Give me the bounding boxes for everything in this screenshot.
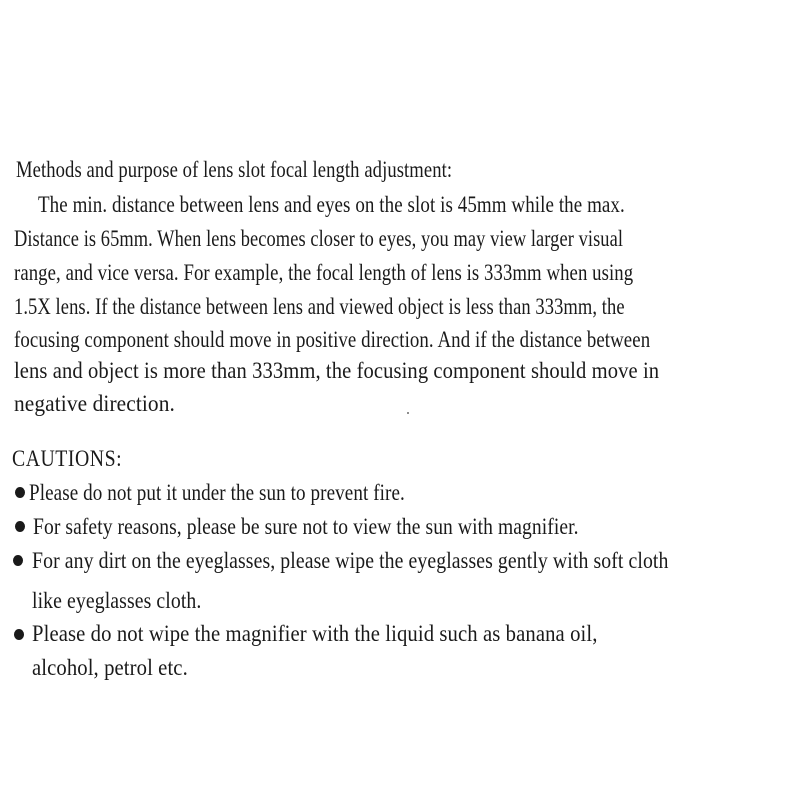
caution-item-4-line-1: Please do not wipe the magnifier with the liquid such as banana oil, bbox=[32, 621, 598, 646]
bullet-icon bbox=[14, 629, 24, 640]
caution-item-4-line-2: alcohol, petrol etc. bbox=[32, 655, 188, 680]
paragraph-line: negative direction. bbox=[14, 391, 175, 416]
paragraph-line: 1.5X lens. If the distance between lens and viewed object is less than 333mm, the bbox=[14, 294, 625, 319]
bullet-icon bbox=[13, 555, 23, 566]
caution-item-1: Please do not put it under the sun to prevent fire. bbox=[29, 480, 405, 505]
paragraph-line: lens and object is more than 333mm, the focusing component should move in bbox=[14, 358, 660, 383]
paragraph-line: Distance is 65mm. When lens becomes closer to eyes, you may view larger visual bbox=[14, 226, 624, 251]
bullet-icon bbox=[15, 487, 25, 498]
cautions-heading: CAUTIONS: bbox=[12, 446, 123, 471]
document-title: Methods and purpose of lens slot focal length adjustment: bbox=[16, 157, 453, 182]
bullet-icon bbox=[15, 521, 25, 532]
paragraph-line: focusing component should move in positive direction. And if the distance between bbox=[14, 327, 651, 352]
print-speck bbox=[407, 412, 409, 414]
caution-item-3-line-1: For any dirt on the eyeglasses, please wipe the eyeglasses gently with soft cloth bbox=[32, 548, 669, 573]
paragraph-line: The min. distance between lens and eyes on the slot is 45mm while the max. bbox=[38, 192, 625, 217]
paragraph-line: range, and vice versa. For example, the focal length of lens is 333mm when using bbox=[14, 260, 634, 285]
caution-item-3-line-2: like eyeglasses cloth. bbox=[32, 588, 202, 613]
caution-item-2: For safety reasons, please be sure not to view the sun with magnifier. bbox=[33, 514, 579, 539]
